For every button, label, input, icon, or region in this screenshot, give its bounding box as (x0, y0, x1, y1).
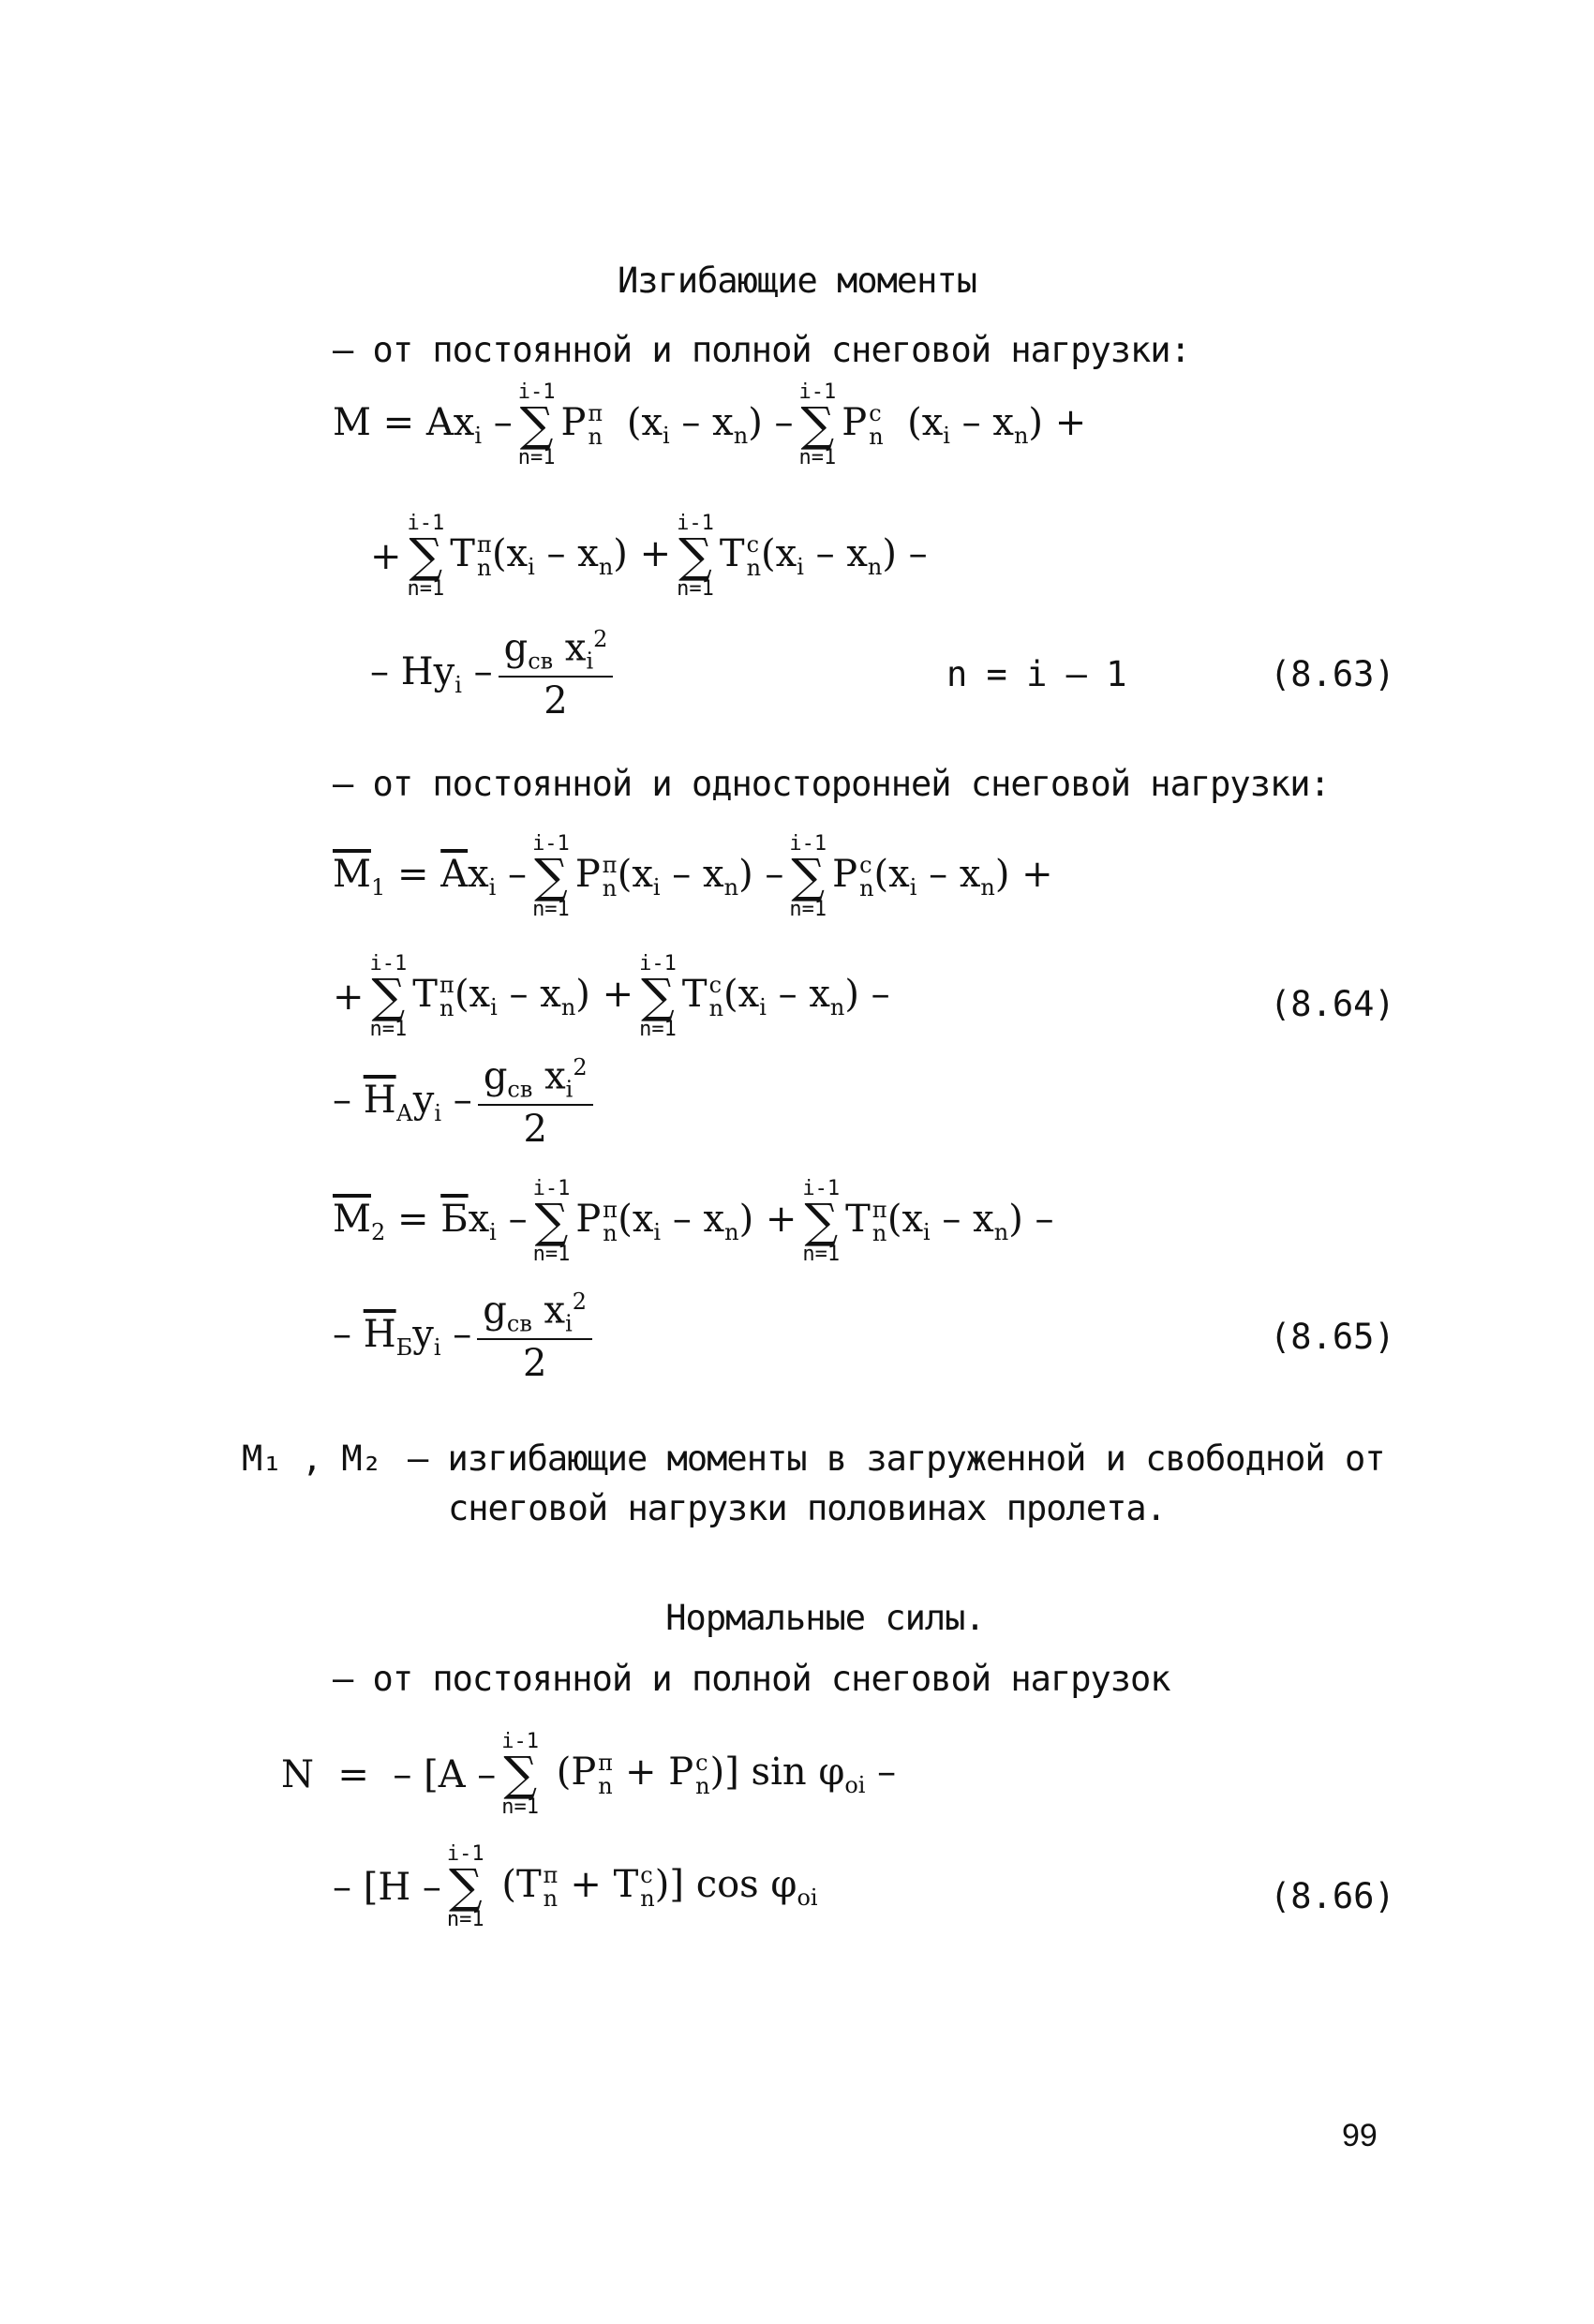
equation-8-65-line-2: – $\overline{H}_Бy_i$ – $\frac{g_{св} x_i^2}{2}$ (333, 1289, 598, 1385)
definition-symbols: M₁ , M₂ (242, 1438, 381, 1479)
definition-text-line-1: – изгибающие моменты в загруженной и свободной от (408, 1438, 1385, 1479)
sum-operator: i-1 ∑ n=1 (446, 1842, 484, 1931)
case-full-snow-load: – от постоянной и полной снеговой нагрузки: (333, 330, 1190, 370)
fraction-self-weight: $\frac{g_{св} x_i^2}{2}$ (477, 1289, 592, 1385)
equation-8-66-line-2: – [H – i-1 ∑ n=1 (T п n + T с n )] $\cos \varphi_{oi}$ (333, 1842, 818, 1931)
sum-operator: i-1 ∑ n=1 (532, 832, 570, 921)
equation-8-64-line-2: + i-1 ∑ n=1 T п n $(x_i - x_n)$ + i-1 ∑ n=1 T с n $(x_i - x_n)$ – (333, 952, 890, 1041)
sum-operator: i-1 ∑ n=1 (369, 952, 408, 1041)
case-full-snow-loads: – от постоянной и полной снеговой нагрузок (333, 1659, 1170, 1699)
section-heading-bending-moments: Изгибающие моменты (618, 261, 976, 301)
sum-operator: i-1 ∑ n=1 (639, 952, 677, 1041)
sum-operator: i-1 ∑ n=1 (789, 832, 827, 921)
equation-8-63-condition: n = i – 1 (946, 654, 1126, 694)
sum-operator: i-1 ∑ n=1 (532, 1177, 571, 1266)
sum-operator: i-1 ∑ n=1 (407, 512, 445, 601)
equation-number-8-66: (8.66) (1270, 1876, 1395, 1916)
equation-number-8-65: (8.65) (1270, 1317, 1395, 1357)
sum-operator: i-1 ∑ n=1 (798, 380, 837, 469)
equation-8-63-line-2: + i-1 ∑ n=1 T п n $(x_i - x_n)$ + i-1 ∑ n=1 T с n $(x_i - x_n)$ – (370, 512, 928, 601)
page-number: 99 (1342, 2118, 1378, 2153)
sum-operator: i-1 ∑ n=1 (802, 1177, 841, 1266)
sum-operator: i-1 ∑ n=1 (677, 512, 714, 601)
equation-number-8-64: (8.64) (1270, 984, 1395, 1024)
definition-text-line-2: снеговой нагрузки половинах пролета. (448, 1488, 1166, 1528)
equation-8-65-line-1: $\overline{M}_2 = Бx_i$ – i-1 ∑ n=1 P п n $(x_i - x_n)$ + i-1 ∑ n=1 T п n $(x_i - x_n)$ – (333, 1177, 1054, 1266)
equation-8-66-line-1: N = – [A – i-1 ∑ n=1 (P п n + P с n )] $\sin \varphi_{oi}$ – (281, 1730, 897, 1819)
equation-number-8-63: (8.63) (1270, 654, 1395, 694)
equation-8-63-line-3: – $Hy_i$ – $\frac{g_{св} x_i^2}{2}$ (370, 626, 618, 723)
fraction-self-weight: $\frac{g_{св} x_i^2}{2}$ (478, 1054, 593, 1151)
equation-8-63-line-1: $M = Ax_i$ – i-1 ∑ n=1 P п n $(x_i - x_n)$ – i-1 ∑ n=1 P с n $(x_i - x_n)$ + (333, 380, 1087, 469)
fraction-self-weight: $\frac{g_{св} x_i^2}{2}$ (499, 626, 614, 723)
sum-operator: i-1 ∑ n=1 (501, 1730, 540, 1819)
equation-8-64-line-3: – $\overline{H}_Аy_i$ – $\frac{g_{св} x_i^2}{2}$ (333, 1054, 599, 1151)
sum-operator: i-1 ∑ n=1 (517, 380, 556, 469)
case-one-sided-snow-load: – от постоянной и односторонней снеговой нагрузки: (333, 764, 1330, 804)
equation-8-64-line-1: $\overline{M}_1 = \overline{A}x_i$ – i-1 ∑ n=1 P п n $(x_i - x_n)$ – i-1 ∑ n=1 P с n $(x_i - x_n)$ + (333, 832, 1053, 921)
section-heading-normal-forces: Нормальные силы. (665, 1598, 985, 1638)
